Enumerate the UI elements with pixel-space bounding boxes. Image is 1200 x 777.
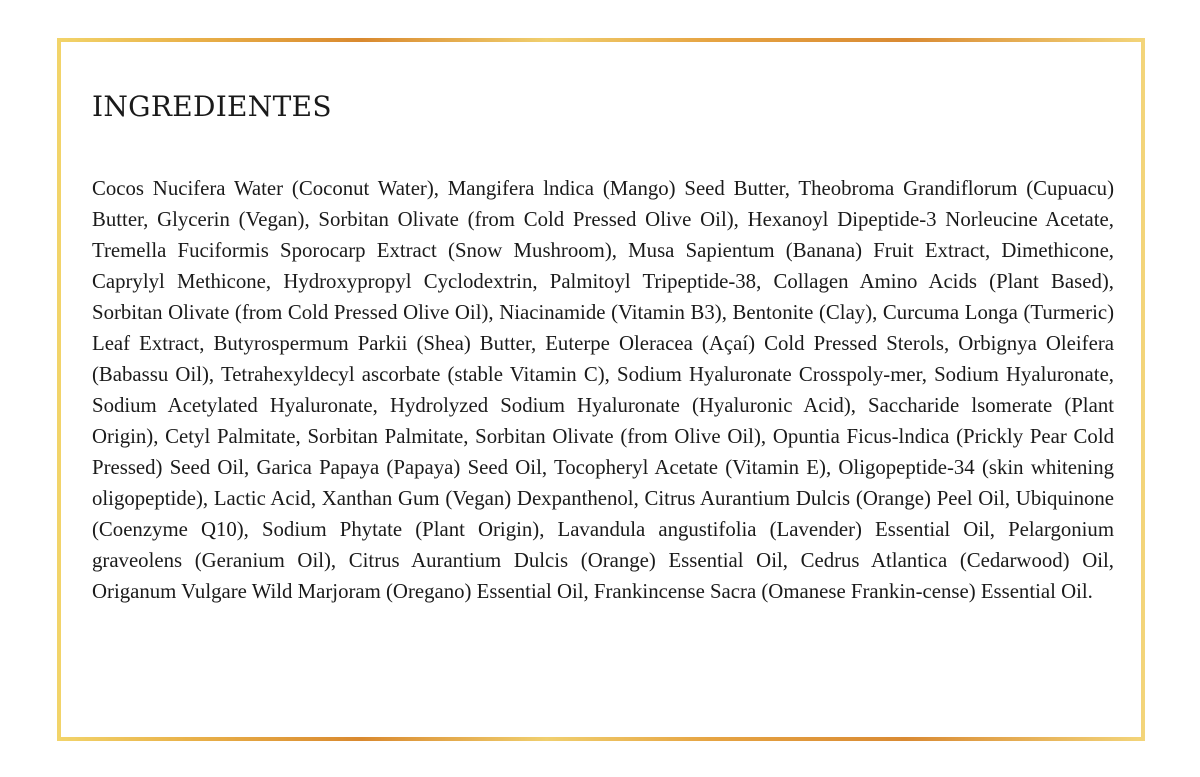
ingredients-list-text: Cocos Nucifera Water (Coconut Water), Mangifera lndica (Mango) Seed Butter, Theobroma Grandiflorum (Cupuacu) Butter, Glycerin (Vegan), Sorbitan Olivate (from Cold Pressed Olive Oil), Hexanoyl Dipeptide-3 Norleucine Acetate, Tremella Fuciformis Sporocarp Extract (Snow Mushroom), Musa Sapientum (Banana) Fruit Extract, Dimethicone, Caprylyl Methicone, Hydroxypropyl Cyclodextrin, Palmitoyl Tripeptide-38, Collagen Amino Acids (Plant Based), Sorbitan Olivate (from Cold Pressed Olive Oil), Niacinamide (Vitamin B3), Bentonite (Clay), Curcuma Longa (Turmeric) Leaf Extract, Butyrospermum Parkii (Shea) Butter, Euterpe Oleracea (Açaí) Cold Pressed Sterols, Orbignya Oleifera (Babassu Oil), Tetrahexyldecyl ascorbate (stable Vitamin C), Sodium Hyaluronate Crosspoly-mer, Sodium Hyaluronate, Sodium Acetylated Hyaluronate, Hydrolyzed Sodium Hyaluronate (Hyaluronic Acid), Saccharide lsomerate (Plant Origin), Cetyl Palmitate, Sorbitan Palmitate, Sorbitan Olivate (from Olive Oil), Opuntia Ficus-lndica (Prickly Pear Cold Pressed) Seed Oil, Garica Papaya (Papaya) Seed Oil, Tocopheryl Acetate (Vitamin E), Oligopeptide-34 (skin whitening oligopeptide), Lactic Acid, Xanthan Gum (Vegan) Dexpanthenol, Citrus Aurantium Dulcis (Orange) Peel Oil, Ubiquinone (Coenzyme Q10), Sodium Phytate (Plant Origin), Lavandula angustifolia (Lavender) Essential Oil, Pelargonium graveolens (Geranium Oil), Citrus Aurantium Dulcis (Orange) Essential Oil, Cedrus Atlantica (Cedarwood) Oil, Origanum Vulgare Wild Marjoram (Oregano) Essential Oil, Frankincense Sacra (Omanese Frankin-cense) Essential Oil.	[92, 177, 1114, 603]
gold-frame-border	[57, 38, 1145, 741]
ingredients-panel	[61, 42, 1141, 737]
ingredients-title: INGREDIENTES	[92, 90, 332, 123]
